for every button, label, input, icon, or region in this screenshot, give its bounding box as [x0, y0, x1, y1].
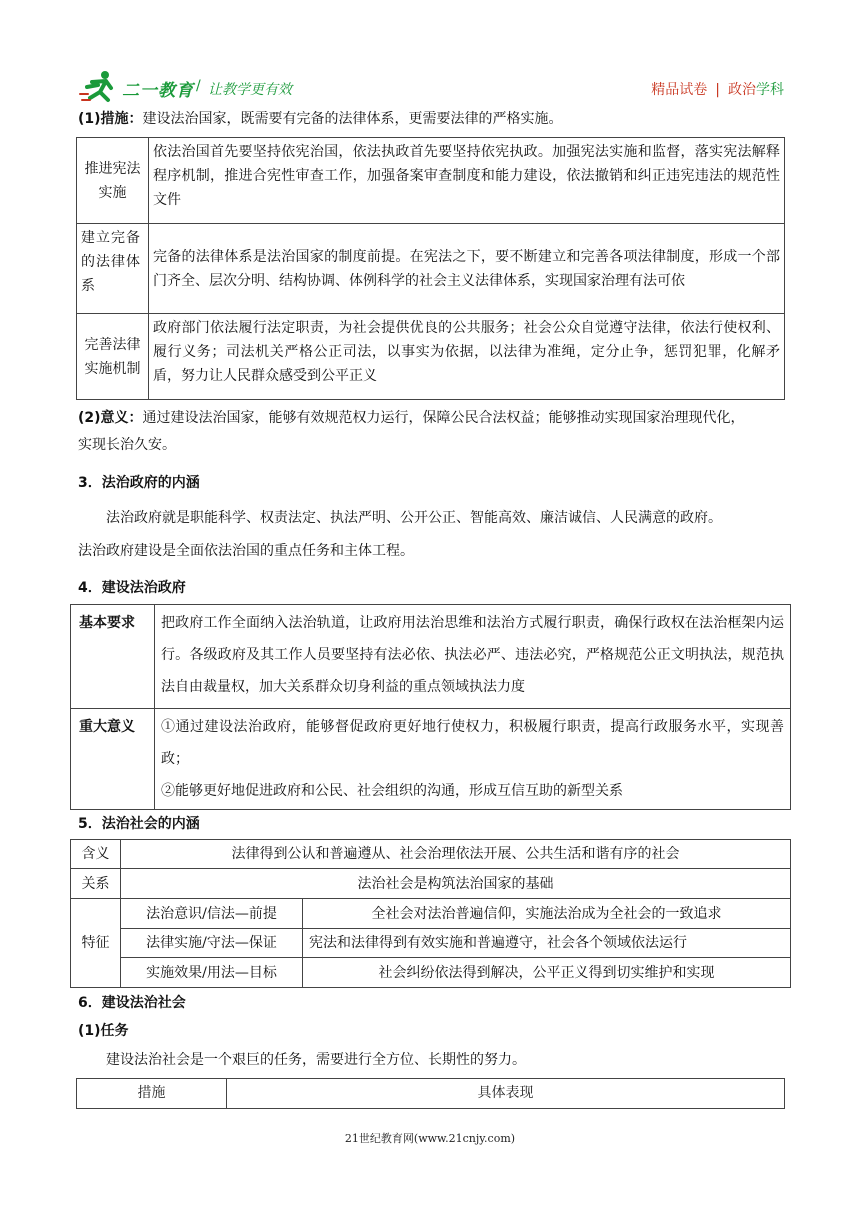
- meaning-label: 含义: [71, 840, 121, 869]
- row-label: 建立完备 的法律体 系: [77, 224, 149, 314]
- subject-name: 政治: [728, 82, 756, 98]
- requirement-text: 把政府工作全面纳入法治轨道，让政府用法治思维和法治方式履行职责，确保行政权在法治框架内运行。各级政府及其工作人员要坚持有法必依、执法必严、违法必究，严格规范公正文明执法，规范执法自由裁量权，加大关系群众切身利益的重点领域执法力度: [155, 605, 791, 709]
- relation-text: 法治社会是构筑法治国家的基础: [121, 869, 791, 899]
- row-text: 依法治国首先要坚持依宪治国，依法执政首先要坚持依宪执政。加强宪法实施和监督，落实宪法解释程序机制，推进合宪性审查工作，加强备案审查制度和能力建设，依法撤销和纠正违宪违法的规范性文件: [149, 138, 785, 224]
- section-6-subheading: (1)任务: [78, 1023, 129, 1039]
- law-society-table: [70, 839, 791, 988]
- feature-text: 全社会对法治普遍信仰，实施法治成为全社会的一致追求: [303, 899, 791, 929]
- logo-text: 二一教育: [122, 81, 194, 101]
- section-3-para-2: 法治政府建设是全面依法治国的重点任务和主体工程。: [78, 543, 414, 559]
- section-6-heading: 6．建设法治社会: [78, 995, 186, 1011]
- paper-type: 精品试卷: [651, 82, 708, 98]
- feature-label: 特征: [71, 899, 121, 988]
- runner-logo-icon: [78, 70, 120, 104]
- measures-text: 建设法治国家，既需要有完备的法律体系，更需要法律的严格实施。: [142, 111, 563, 127]
- subject-label: [651, 79, 784, 99]
- table-row: [71, 709, 791, 810]
- row-label: 推进宪法 实施: [77, 138, 149, 224]
- feature-name: 法治意识/信法—前提: [121, 899, 303, 929]
- row-text: 完备的法律体系是法治国家的制度前提。在宪法之下，要不断建立和完善各项法律制度，形成一个部门齐全、层次分明、结构协调、体例科学的社会主义法律体系，实现国家治理有法可依: [149, 224, 785, 314]
- significance-text: 通过建设法治国家，能够有效规范权力运行，保障公民合法权益；能够推动实现国家治理现代化，: [142, 410, 745, 426]
- feature-text: 社会纠纷依法得到解决，公平正义得到切实维护和实现: [303, 958, 791, 988]
- law-government-table: [70, 604, 791, 810]
- page-footer: 21世纪教育网(www.21cnjy.com): [344, 1132, 516, 1145]
- significance-label: 重大意义: [71, 709, 155, 810]
- section-5-heading: 5．法治社会的内涵: [78, 816, 200, 832]
- table-row: [71, 929, 791, 958]
- col-header-measures: 措施: [77, 1079, 227, 1109]
- measures-table: [76, 1078, 785, 1109]
- slogan: 让教学更有效: [208, 82, 292, 98]
- feature-name: 法律实施/守法—保证: [121, 929, 303, 958]
- col-header-details: 具体表现: [227, 1079, 785, 1109]
- significance-line-2: 实现长治久安。: [78, 437, 176, 453]
- table-row: [71, 605, 791, 709]
- significance-point-1: ①通过建设法治政府，能够督促政府更好地行使权力，积极履行职责，提高行政服务水平，实现善政；: [161, 719, 784, 767]
- page-header: [78, 70, 784, 106]
- table-row: [71, 899, 791, 929]
- table-row: [71, 958, 791, 988]
- measures-line: [78, 108, 563, 130]
- significance-label: (2)意义：: [78, 410, 143, 426]
- table-row: [77, 1079, 785, 1109]
- feature-text: 宪法和法律得到有效实施和普遍遵守，社会各个领域依法运行: [303, 929, 791, 958]
- table-row: [77, 138, 785, 224]
- meaning-text: 法律得到公认和普遍遵从、社会治理依法开展、公共生活和谐有序的社会: [121, 840, 791, 869]
- section-3-heading: 3．法治政府的内涵: [78, 475, 200, 491]
- significance-point-2: ②能够更好地促进政府和公民、社会组织的沟通，形成互信互助的新型关系: [161, 783, 623, 799]
- national-rule-table: [76, 137, 785, 400]
- header-divider: |: [715, 82, 720, 98]
- table-row: [77, 314, 785, 400]
- requirement-label: 基本要求: [71, 605, 155, 709]
- slogan-separator: /: [196, 78, 201, 94]
- section-4-heading: 4．建设法治政府: [78, 580, 186, 596]
- section-6-para: 建设法治社会是一个艰巨的任务，需要进行全方位、长期性的努力。: [106, 1052, 526, 1068]
- subject-suffix: 学科: [756, 82, 784, 98]
- table-row: [71, 840, 791, 869]
- table-row: [71, 869, 791, 899]
- table-row: [77, 224, 785, 314]
- significance-cell: [155, 709, 791, 810]
- relation-label: 关系: [71, 869, 121, 899]
- feature-name: 实施效果/用法—目标: [121, 958, 303, 988]
- significance-line-1: [78, 407, 745, 429]
- row-label: 完善法律 实施机制: [77, 314, 149, 400]
- measures-label: (1)措施：: [78, 111, 143, 127]
- section-3-para-1: 法治政府就是职能科学、权责法定、执法严明、公开公正、智能高效、廉洁诚信、人民满意的政府。: [106, 510, 722, 526]
- row-text: 政府部门依法履行法定职责，为社会提供优良的公共服务；社会公众自觉遵守法律，依法行使权利、履行义务；司法机关严格公正司法，以事实为依据，以法律为准绳，定分止争，惩罚犯罪，化解矛盾，努力让人民群众感受到公平正义: [149, 314, 785, 400]
